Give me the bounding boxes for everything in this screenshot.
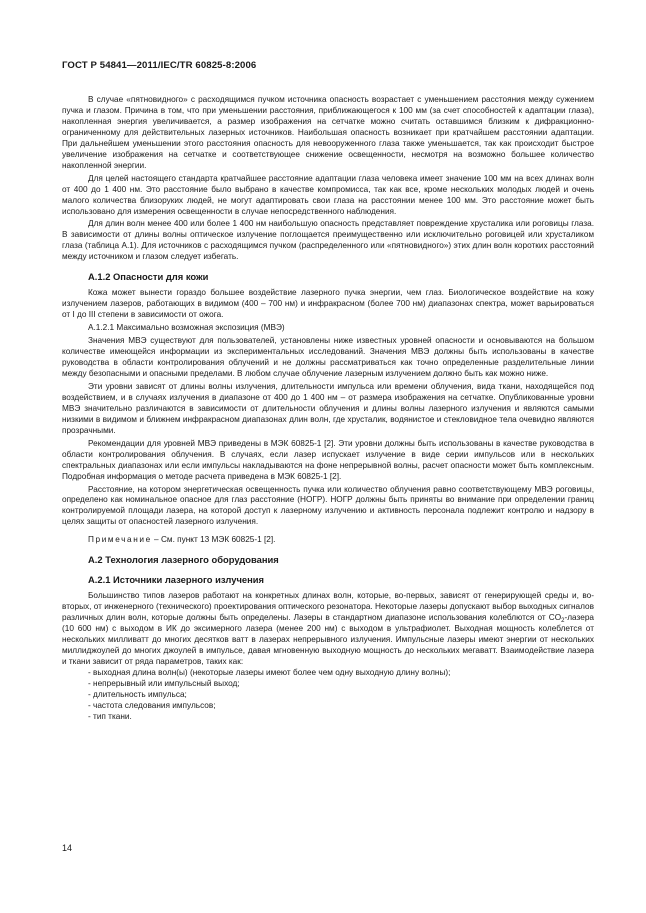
parameter-list [62, 668, 594, 723]
paragraph-laser-types-part2: -лазера (10 600 нм) с выходом в ИК до эксимерного лазера (менее 200 нм) с выходом в ультрафиолет. Выходная мощность колеблется от нескольких милливатт до многих десятков ватт в лазерах непрерывного излучения. Импульсные лазеры имеют энергии от нескольких миллиджоулей до многих джоулей в импульсе, давая мгновенную выходную мощность до нескольких мегаватт. Взаимодействие лазера и ткани зависит от ряда параметров, таких как: [62, 613, 594, 666]
note-text: – См. пункт 13 МЭК 60825-1 [2]. [151, 535, 276, 545]
list-item: - тип ткани. [88, 711, 132, 721]
page-body [62, 95, 594, 723]
note-label: Примечание [88, 535, 152, 545]
paragraph-mpe-recommendations: Рекомендации для уровней МВЭ приведены в МЭК 60825-1 [2]. Эти уровни должны быть использованы в качестве руководства в области контролирования облучения. В случаях, если лазер испускает излучение в виде серии импульсов или в нескольких спектральных диапазонах или если импульсы накладываются на фоне непрерывной волны, расчет опасности может быть комплексным. Подробная информация о методе расчета приведена в МЭК 60825-1 [2]. [62, 438, 594, 481]
list-item: - выходная длина волн(ы) (некоторые лазеры имеют более чем одну выходную длину волны); [88, 667, 451, 677]
note [62, 535, 594, 546]
subsection-title-mpe: А.1.2.1 Максимально возможная экспозиция (МВЭ) [88, 323, 285, 333]
section-heading-skin-hazards: А.1.2 Опасности для кожи [88, 271, 209, 283]
paragraph-accommodation-distance: Для целей настоящего стандарта кратчайшее расстояние адаптации глаза человека имеет значение 100 мм на всех длинах волн от 400 до 1 400 нм. Это расстояние было выбрано в качестве компромисса, так как все, кроме нескольких молодых людей и очень малого количества близоруких людей, не могут адаптировать свои глаза на расстоянии менее 100 мм. Это расстояние может быть использовано для измерения освещенности в случае непосредственного наблюдения. [62, 173, 594, 216]
paragraph-laser-types-part1: Большинство типов лазеров работают на конкретных длинах волн, которые, во-первых, зависят от генерирующей среды и, во-вторых, от инженерного (технического) проектирования оптического резонатора. Некоторые лазеры допускают выбор выходных сигналов различных длин волн, которые должны быть определены. Лазеры в стандартном диапазоне использования колеблются от CO [62, 591, 594, 623]
paragraph-laser-types [62, 591, 594, 668]
list-item: - частота следования импульсов; [88, 700, 216, 710]
paragraph-mpe-dependencies: Эти уровни зависят от длины волны излучения, длительности импульса или времени облучения, вида ткани, находящейся под воздействием, и в случаях излучения в диапазоне от 400 до 1 400 нм – от размера изображения на сетчатке. Опубликованные уровни МВЭ значительно различаются в зависимости от длительности облучения и длины волны лазерного излучения и являются самыми низкими в видимом и ближнем инфракрасном диапазонах длин волн, где хрусталик, водянистое и стекловидное тела очевидно являются прозрачными. [62, 381, 594, 435]
paragraph-skin-exposure: Кожа может вынести гораздо большее воздействие лазерного пучка энергии, чем глаз. Биологическое воздействие на кожу излучением лазеров, работающих в видимом (400 – 700 нм) и инфракрасном (более 700 нм) диапазонах спектра, может варьироваться от I до III степени в зависимости от ожога. [62, 288, 594, 320]
section-heading-laser-technology: А.2 Технология лазерного оборудования [88, 554, 279, 566]
list-item: - непрерывный или импульсный выход; [88, 678, 240, 688]
paragraph-nohd: Расстояние, на котором энергетическая освещенность пучка или количество облучения равно соответствующему МВЭ роговицы, определено как номинальное опасное для глаз расстояние (НОГР). НОГР должны быть приняты во внимание при определении границ контролируемой площади лазера, на которой доступ к лазерному излучению и активность персонала подлежит контролю и надзору в целях защиты от опасностей лазерного излучения. [62, 484, 594, 527]
document-header: ГОСТ Р 54841—2011/IEC/TR 60825-8:2006 [62, 60, 257, 71]
list-item: - длительность импульса; [88, 689, 187, 699]
section-heading-laser-sources: А.2.1 Источники лазерного излучения [88, 574, 265, 586]
page-number: 14 [62, 843, 73, 853]
paragraph-mpe-values: Значения МВЭ существуют для пользователей, установлены ниже известных уровней опасности и основываются на большом количестве имеющейся информации из экспериментальных исследований. Значения МВЭ должны быть использованы в качестве руководства в области контролирования облучений и не должны рассматриваться как точно определенные разделительные линии между безопасными и опасными пределами. В любом случае облучение лазерным излучением должно быть как можно ниже. [62, 336, 594, 378]
paragraph-divergent-source-hazard: В случае «пятновидного» с расходящимся пучком источника опасность возрастает с уменьшением расстояния между сужением пучка и глазом. Причина в том, что при уменьшении расстояния, приближающегося к 100 мм (за счет способностей к адаптации глаза), накопленная энергия увеличивается, а размер изображения на сетчатке можно считать оставшимся близким к дифракционно-ограниченному для действительных лазерных источников. Наибольшая опасность возникает при кратчайшем расстоянии адаптации. При дальнейшем уменьшении этого расстояния опасность для невооруженного глаза также уменьшается, так как происходит быстрое увеличение изображения на сетчатке и соответствующее снижение освещенности, несмотря на возможно большее количество накопленной энергии. [62, 95, 594, 170]
paragraph-cornea-lens-hazard: Для длин волн менее 400 или более 1 400 нм наибольшую опасность представляет повреждение хрусталика или роговицы глаза. В зависимости от длины волны оптическое излучение поглощается преимущественно или исключительно роговицей или хрусталиком глаза (таблица А.1). Для источников с расходящимся пучком (распределенного или «пятновидного») этих длин волн коротких расстояний между источником и глазом следует избегать. [62, 219, 594, 262]
co2-subscript: 2 [561, 618, 565, 625]
